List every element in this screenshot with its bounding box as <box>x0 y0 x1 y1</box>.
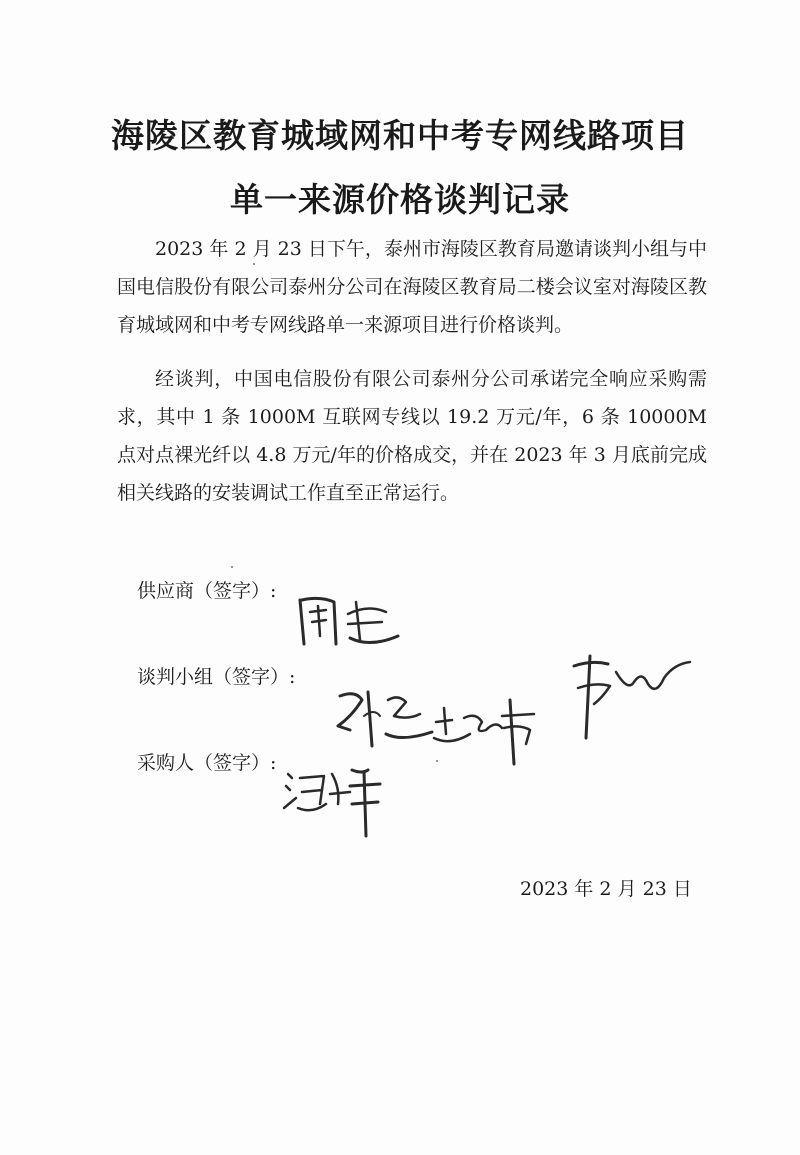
document-date: 2023 年 2 月 23 日 <box>520 878 692 900</box>
negotiation-member-signature-2 <box>430 694 540 774</box>
purchaser-signature-label: 采购人（签字）: <box>137 752 277 774</box>
document-title-line-1: 海陵区教育城域网和中考专网线路项目 <box>111 116 689 155</box>
paragraph-meeting-info: 2023 年 2 月 23 日下午，泰州市海陵区教育局邀请谈判小组与中国电信股份有限公司泰州分公司在海陵区教育局二楼会议室对海陵区教育城域网和中考专网线路单一来源项目进行价格谈判。 <box>117 238 707 336</box>
scan-speck <box>253 263 255 265</box>
negotiation-member-signature-3 <box>568 652 698 742</box>
scan-speck <box>436 760 438 762</box>
negotiation-member-signature-1 <box>328 686 438 756</box>
paragraph-negotiation-result: 经谈判，中国电信股份有限公司泰州分公司承诺完全响应采购需求，其中 1 条 1000M 互联网专线以 19.2 万元/年，6 条 10000M 点对点裸光纤以 4.8 万元/年的价格成交，并在 2023 年 3 月底前完成相关线路的安装调试工作直至正常运行。 <box>117 368 707 504</box>
document-title-line-2: 单一来源价格谈判记录 <box>230 180 570 219</box>
supplier-signature-label: 供应商（签字）: <box>137 580 277 602</box>
scan-speck <box>231 566 233 568</box>
negotiation-group-signature-label: 谈判小组（签字）: <box>137 666 296 688</box>
purchaser-handwritten-signature <box>280 764 390 844</box>
supplier-handwritten-signature <box>290 592 410 652</box>
